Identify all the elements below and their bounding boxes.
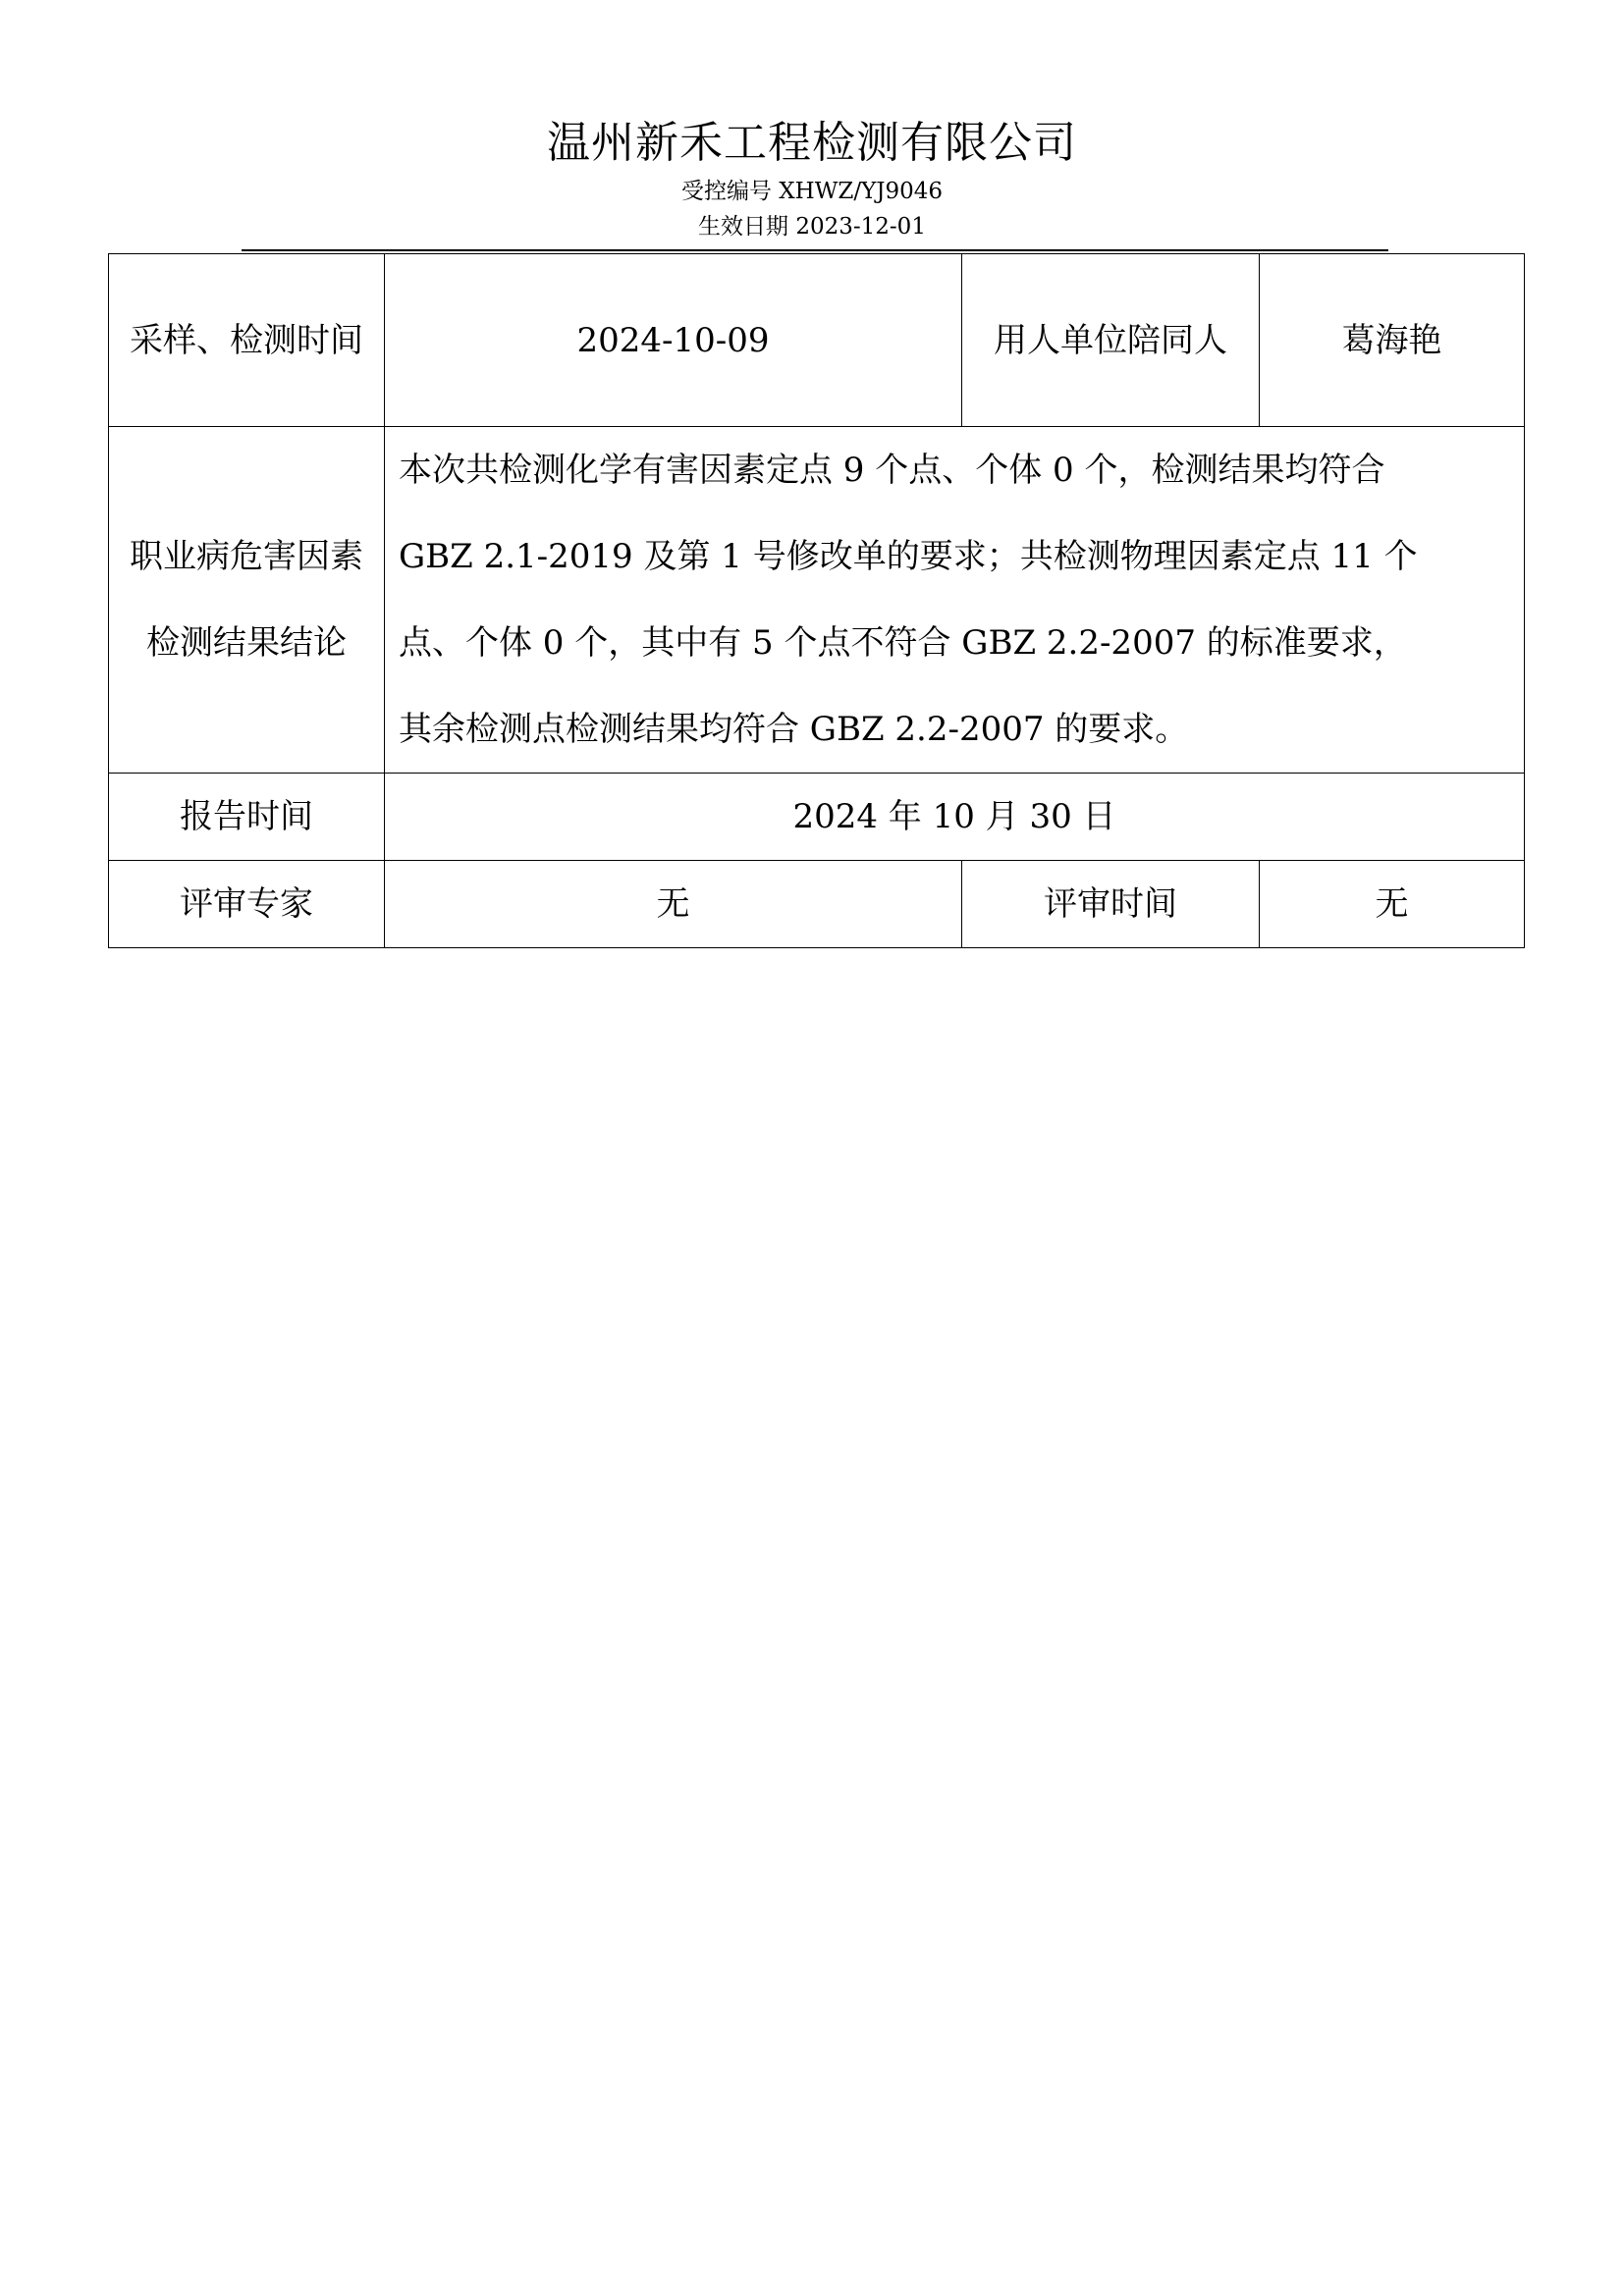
conclusion-label: 职业病危害因素检测结果结论 bbox=[130, 537, 363, 663]
escort-value: 葛海艳 bbox=[1341, 320, 1442, 360]
table-row-conclusion bbox=[109, 427, 1525, 774]
conclusion-label-cell bbox=[109, 427, 385, 774]
review-time-label: 评审时间 bbox=[1044, 884, 1177, 924]
review-expert-value: 无 bbox=[656, 884, 690, 924]
header-divider bbox=[242, 249, 1388, 251]
conclusion-line-2: GBZ 2.1-2019 及第 1 号修改单的要求；共检测物理因素定点 11 个 bbox=[399, 537, 1418, 576]
table-row-review bbox=[109, 861, 1525, 948]
conclusion-line-1: 本次共检测化学有害因素定点 9 个点、个体 0 个，检测结果均符合 bbox=[399, 451, 1385, 490]
sampling-time-label: 采样、检测时间 bbox=[130, 320, 363, 360]
review-time-value: 无 bbox=[1375, 884, 1409, 924]
escort-label-cell bbox=[962, 254, 1260, 427]
review-expert-value-cell bbox=[385, 861, 962, 948]
company-name: 温州新禾工程检测有限公司 bbox=[547, 118, 1077, 168]
report-time-label: 报告时间 bbox=[180, 797, 313, 836]
effective-date: 生效日期 2023-12-01 bbox=[698, 214, 926, 240]
report-time-value: 2024 年 10 月 30 日 bbox=[792, 797, 1116, 836]
conclusion-line-3: 点、个体 0 个，其中有 5 个点不符合 GBZ 2.2-2007 的标准要求， bbox=[399, 623, 1407, 663]
escort-label: 用人单位陪同人 bbox=[994, 320, 1227, 360]
sampling-time-value-cell bbox=[385, 254, 962, 427]
table-row-sampling bbox=[109, 254, 1525, 427]
review-time-value-cell bbox=[1260, 861, 1525, 948]
report-time-label-cell bbox=[109, 774, 385, 861]
conclusion-text-cell bbox=[385, 427, 1525, 774]
escort-value-cell bbox=[1260, 254, 1525, 427]
report-table bbox=[108, 253, 1525, 948]
report-time-value-cell bbox=[385, 774, 1525, 861]
sampling-time-label-cell bbox=[109, 254, 385, 427]
review-expert-label: 评审专家 bbox=[180, 884, 313, 924]
table-row-report-time bbox=[109, 774, 1525, 861]
sampling-time-value: 2024-10-09 bbox=[576, 320, 770, 360]
control-number: 受控编号 XHWZ/YJ9046 bbox=[680, 179, 944, 204]
conclusion-line-4: 其余检测点检测结果均符合 GBZ 2.2-2007 的要求。 bbox=[399, 710, 1189, 749]
review-time-label-cell bbox=[962, 861, 1260, 948]
review-expert-label-cell bbox=[109, 861, 385, 948]
